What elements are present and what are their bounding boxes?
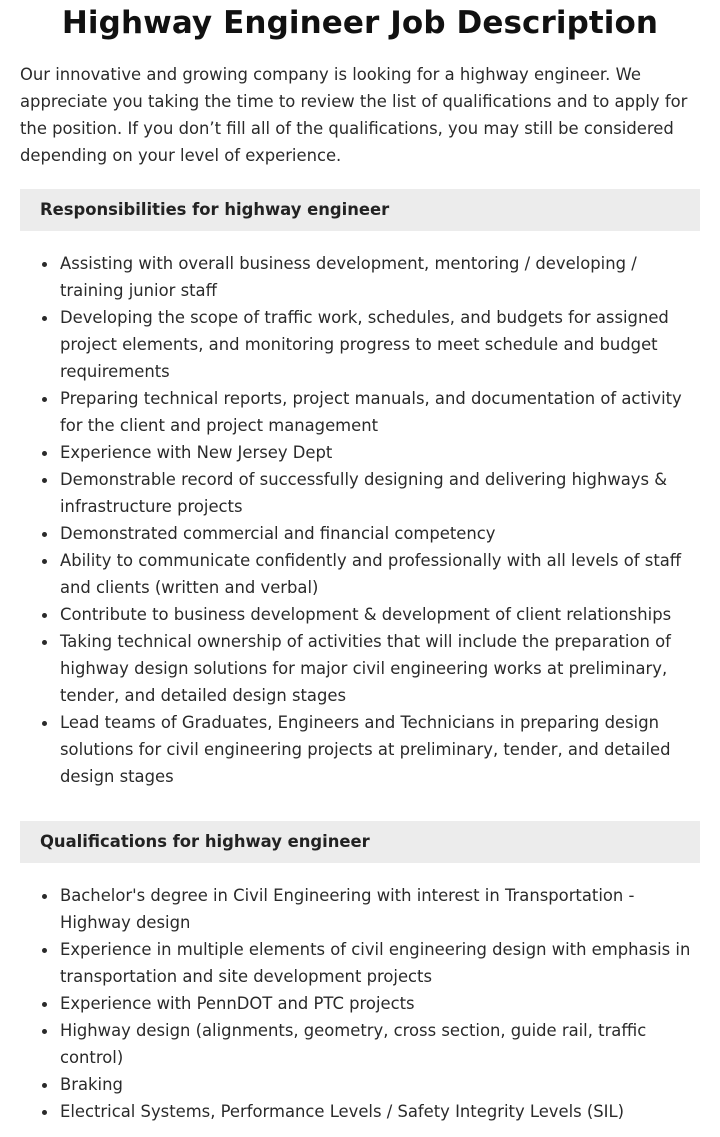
list-item: Demonstrated commercial and financial competency: [20, 520, 700, 547]
list-item: Ability to communicate confidently and professionally with all levels of staff and clients (written and verbal): [20, 547, 700, 601]
qualifications-heading: Qualifications for highway engineer: [20, 821, 700, 863]
qualifications-list: [20, 882, 700, 1125]
list-item: Developing the scope of traffic work, schedules, and budgets for assigned project elements, and monitoring progress to meet schedule and budget requirements: [20, 304, 700, 385]
list-item: Electrical Systems, Performance Levels / Safety Integrity Levels (SIL): [20, 1098, 700, 1125]
list-item: Taking technical ownership of activities that will include the preparation of highway design solutions for major civil engineering works at preliminary, tender, and detailed design stages: [20, 628, 700, 709]
responsibilities-list: [20, 250, 700, 790]
list-item: Bachelor's degree in Civil Engineering with interest in Transportation - Highway design: [20, 882, 700, 936]
list-item: Lead teams of Graduates, Engineers and Technicians in preparing design solutions for civil engineering projects at preliminary, tender, and detailed design stages: [20, 709, 700, 790]
page-title: Highway Engineer Job Description: [61, 5, 659, 41]
list-item: Contribute to business development & development of client relationships: [20, 601, 700, 628]
list-item: Assisting with overall business development, mentoring / developing / training junior staff: [20, 250, 700, 304]
list-item: Experience in multiple elements of civil engineering design with emphasis in transportation and site development projects: [20, 936, 700, 990]
list-item: Preparing technical reports, project manuals, and documentation of activity for the client and project management: [20, 385, 700, 439]
list-item: Experience with New Jersey Dept: [20, 439, 700, 466]
intro-paragraph: Our innovative and growing company is looking for a highway engineer. We appreciate you taking the time to review the list of qualifications and to apply for the position. If you don’t fill all of the qualifications, you may still be considered depending on your level of experience.: [20, 65, 688, 165]
list-item: Braking: [20, 1071, 700, 1098]
list-item: Demonstrable record of successfully designing and delivering highways & infrastructure projects: [20, 466, 700, 520]
list-item: Highway design (alignments, geometry, cross section, guide rail, traffic control): [20, 1017, 700, 1071]
list-item: Experience with PennDOT and PTC projects: [20, 990, 700, 1017]
responsibilities-heading: Responsibilities for highway engineer: [20, 189, 700, 231]
